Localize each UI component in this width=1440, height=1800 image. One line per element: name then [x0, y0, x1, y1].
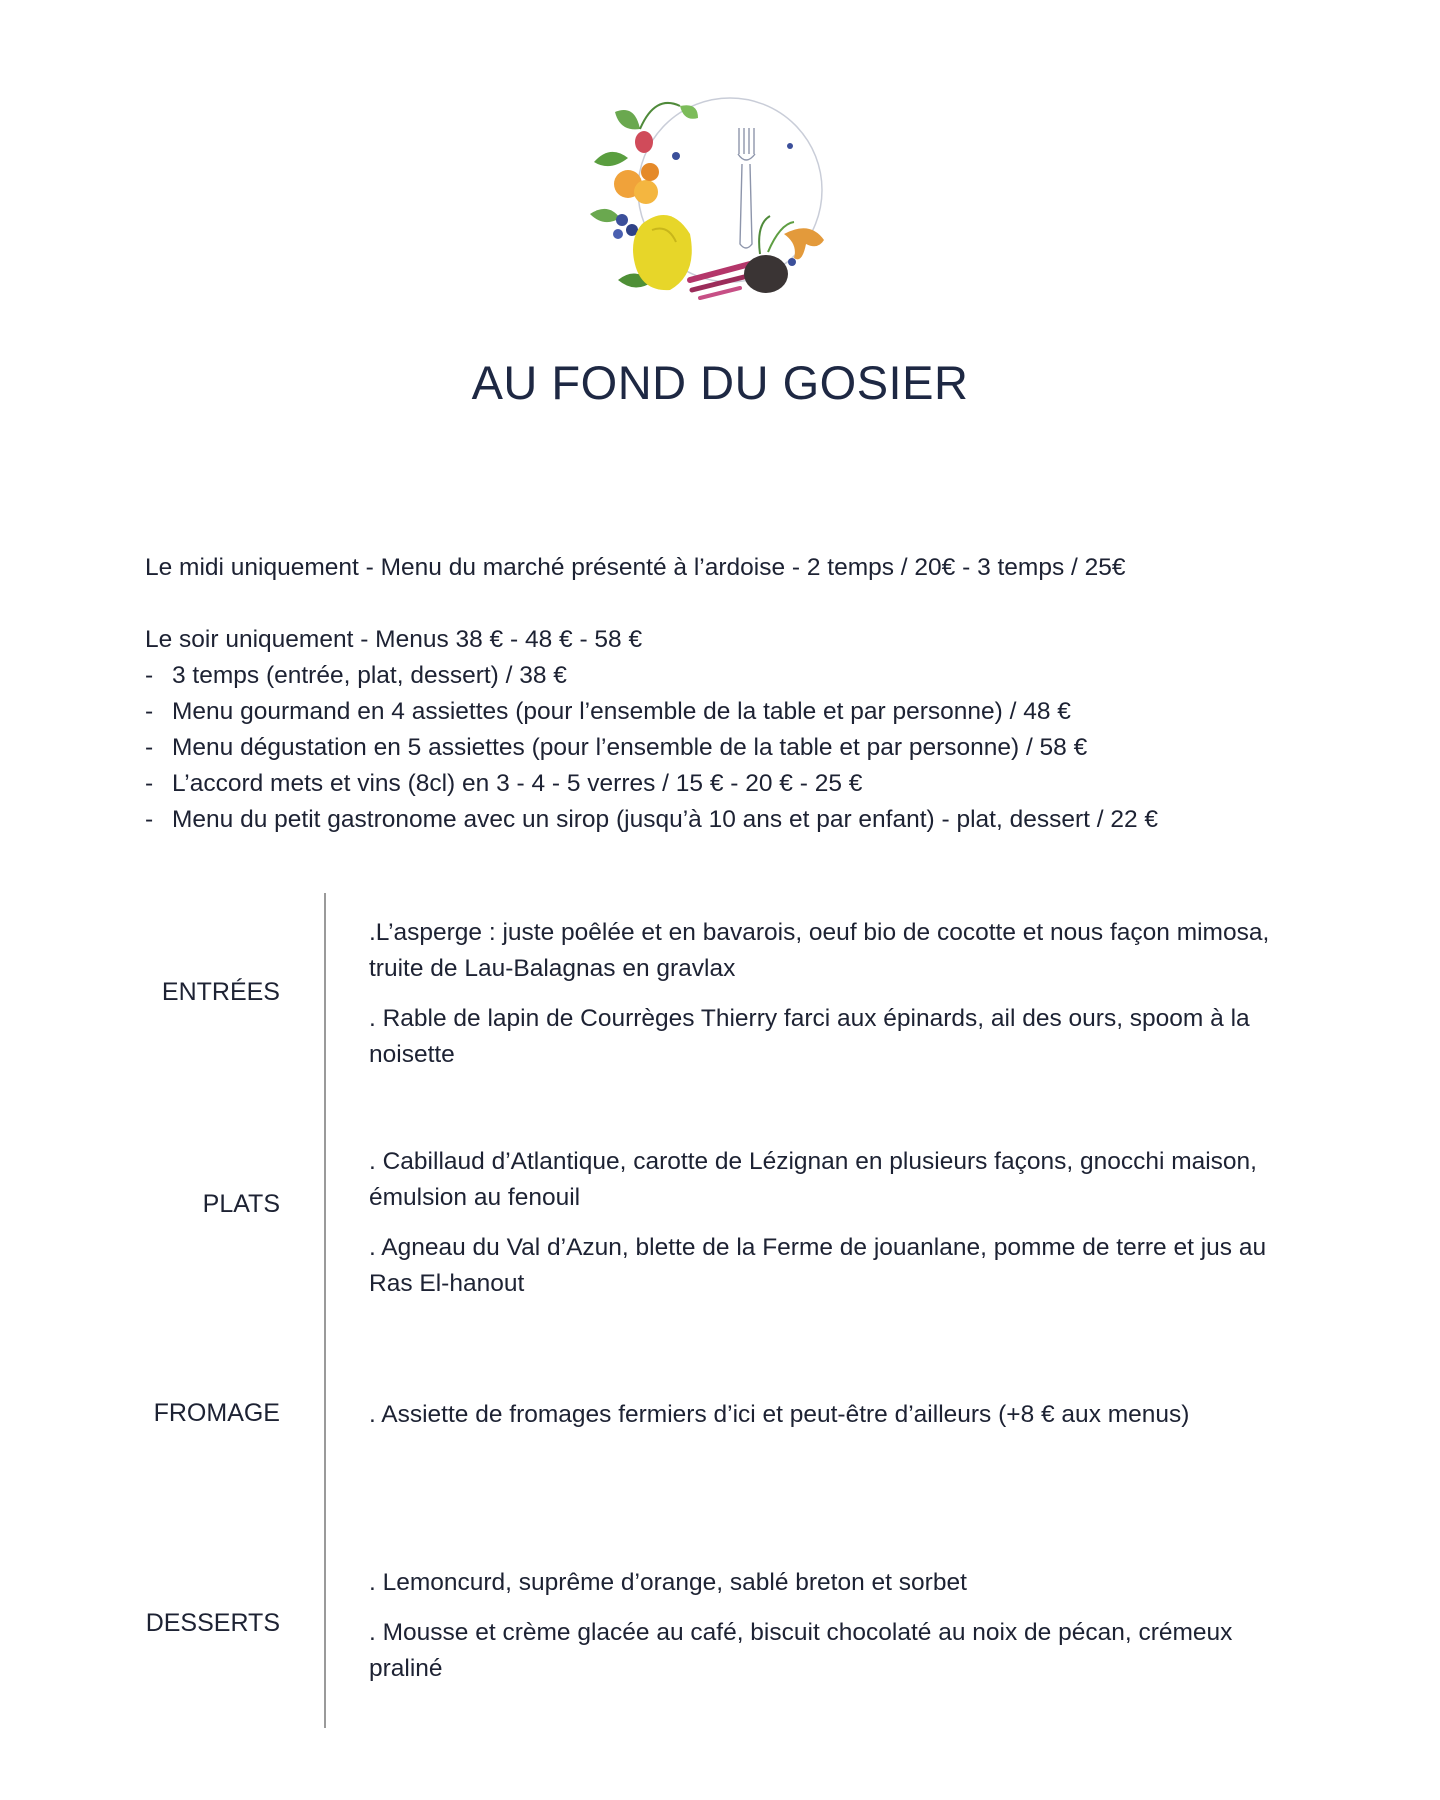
section-label-entrees: ENTRÉES	[161, 978, 280, 1006]
section-items-desserts	[369, 1565, 1304, 1701]
dish-item: . Lemoncurd, suprême d’orange, sablé breton et sorbet	[369, 1569, 967, 1596]
section-label-desserts: DESSERTS	[145, 1609, 280, 1637]
dish-item: .L’asperge : juste poêlée et en bavarois, oeuf bio de cocotte et nous façon mimosa, truite de Lau-Balagnas en gravlax	[369, 919, 1270, 982]
list-item: - Menu dégustation en 5 assiettes (pour l’ensemble de la table et par personne) / 58 €	[145, 734, 1088, 761]
dish-item: . Rable de lapin de Courrèges Thierry farci aux épinards, ail des ours, spoom à la noisette	[369, 1005, 1250, 1068]
section-items-fromage	[369, 1397, 1304, 1447]
section-items-plats	[369, 1144, 1304, 1316]
dish-item: . Mousse et crème glacée au café, biscuit chocolaté au noix de pécan, crémeux praliné	[369, 1619, 1233, 1682]
dish-item: . Agneau du Val d’Azun, blette de la Ferme de jouanlane, pomme de terre et jus au Ras El-hanout	[369, 1234, 1267, 1297]
list-item: - Menu du petit gastronome avec un sirop (jusqu’à 10 ans et par enfant) - plat, dessert / 22 €	[145, 806, 1159, 833]
lunch-menu-info: Le midi uniquement - Menu du marché présenté à l’ardoise - 2 temps / 20€ - 3 temps / 25€	[145, 554, 1126, 581]
section-divider-line	[324, 893, 326, 1728]
dish-item: . Cabillaud d’Atlantique, carotte de Lézignan en plusieurs façons, gnocchi maison, émulsion au fenouil	[369, 1148, 1257, 1211]
list-item: - 3 temps (entrée, plat, dessert) / 38 €	[145, 662, 567, 689]
section-label-fromage: FROMAGE	[153, 1399, 280, 1427]
dinner-menu-info: Le soir uniquement - Menus 38 € - 48 € - 58 €	[145, 626, 643, 653]
menu-intro	[145, 550, 1345, 838]
list-item: - Menu gourmand en 4 assiettes (pour l’ensemble de la table et par personne) / 48 €	[145, 698, 1071, 725]
list-item: - L’accord mets et vins (8cl) en 3 - 4 - 5 verres / 15 € - 20 € - 25 €	[145, 770, 863, 797]
restaurant-logo-icon	[580, 84, 870, 324]
dish-item: . Assiette de fromages fermiers d’ici et peut-être d’ailleurs (+8 € aux menus)	[369, 1401, 1190, 1428]
restaurant-title: AU FOND DU GOSIER	[471, 356, 969, 409]
section-items-entrees	[369, 915, 1304, 1087]
section-label-plats: PLATS	[202, 1190, 280, 1218]
